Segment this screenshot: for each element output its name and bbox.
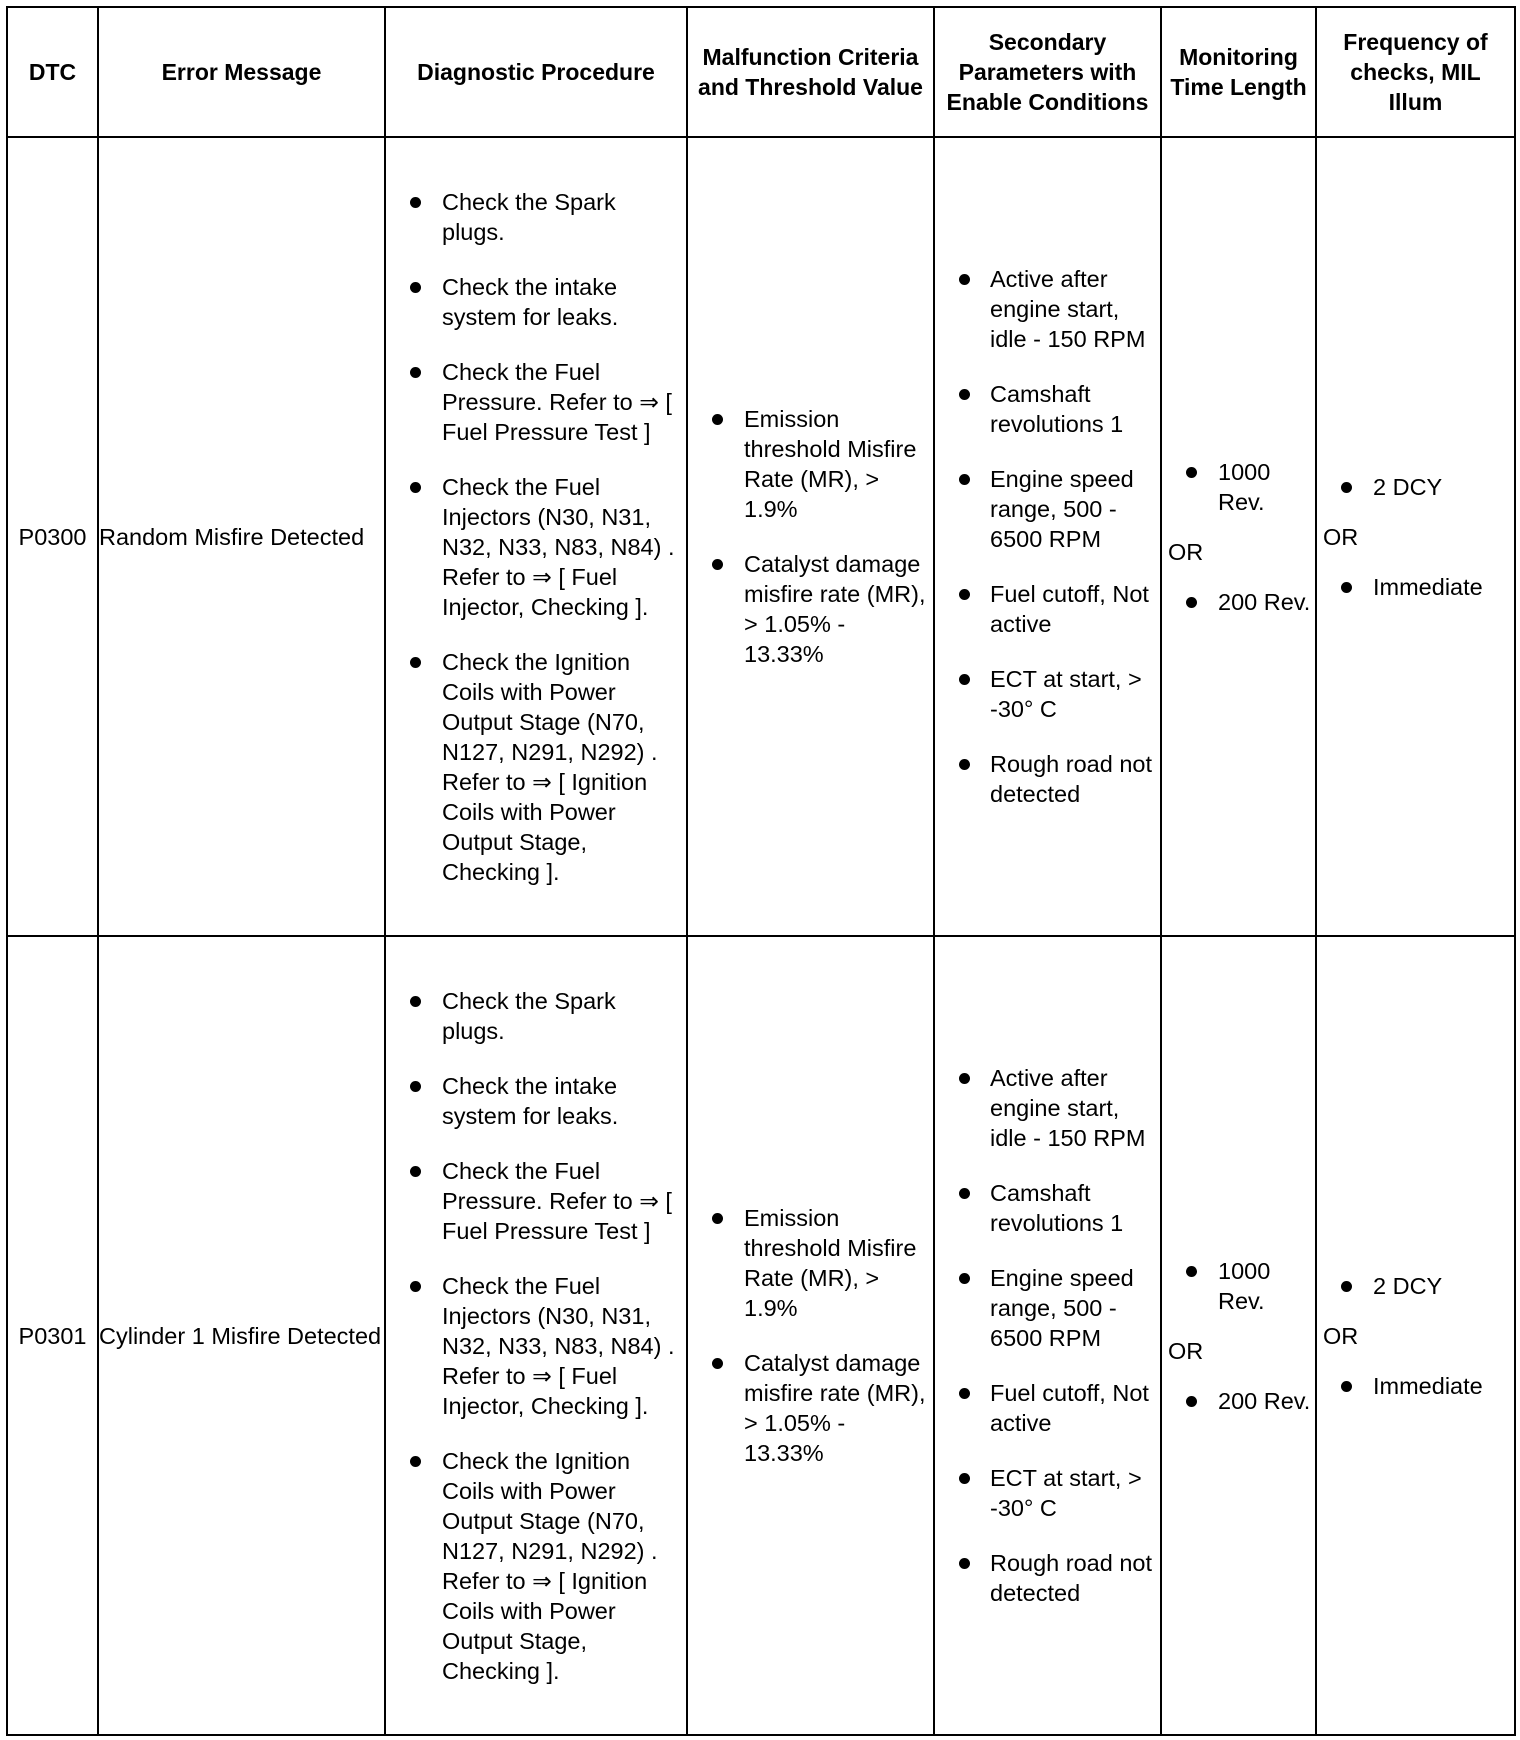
or-label: OR [1168,1337,1204,1364]
header-dtc: DTC [7,7,98,137]
bullet-icon [1186,1396,1197,1407]
list-item [386,187,686,247]
list-item [386,986,686,1046]
bullet-icon [959,274,970,285]
frequency-options [1317,472,1514,602]
bullet-icon [410,367,421,378]
bullet-icon [1341,582,1352,593]
secondary-item: Camshaft revolutions 1 [990,381,1124,437]
list-item [386,1446,686,1686]
dtc-code: P0300 [7,137,98,936]
frequency-second: Immediate [1373,1372,1483,1399]
bullet-icon [1341,1381,1352,1392]
list-item [1317,1271,1514,1301]
bullet-icon [410,482,421,493]
list-item [1317,472,1514,502]
list-item [935,1463,1160,1523]
frequency-first: 2 DCY [1373,473,1443,500]
bullet-icon [959,674,970,685]
list-item [1162,457,1315,517]
procedure-step: Check the Ignition Coils with Power Output Stage (N70, N127, N291, N292) . Refer to ⇒ [ Ignition Coils with Power Output Stage, Checking ]. [442,1447,658,1684]
list-item [688,549,933,669]
frequency-second: Immediate [1373,573,1483,600]
procedure-list [386,986,686,1686]
bullet-icon [712,559,723,570]
header-malfunction-criteria: Malfunction Criteria and Threshold Value [687,7,934,137]
frequency-options [1317,1271,1514,1401]
error-message: Cylinder 1 Misfire Detected [98,936,385,1735]
bullet-icon [410,1166,421,1177]
procedure-step: Check the Fuel Injectors (N30, N31, N32, N33, N83, N84) . Refer to ⇒ [ Fuel Injector, Checking ]. [442,1272,675,1419]
list-item [688,1348,933,1468]
procedure-step: Check the Fuel Injectors (N30, N31, N32, N33, N83, N84) . Refer to ⇒ [ Fuel Injector, Checking ]. [442,473,675,620]
criteria-cell [687,137,934,936]
bullet-icon [410,1281,421,1292]
bullet-icon [1186,1266,1197,1277]
secondary-item: Rough road not detected [990,1550,1153,1606]
bullet-icon [959,1188,970,1199]
criteria-list [688,1203,933,1468]
monitoring-second: 200 Rev. [1218,1387,1311,1414]
list-item [1162,1386,1315,1416]
bullet-icon [959,474,970,485]
secondary-item: Fuel cutoff, Not active [990,581,1149,637]
header-error-message: Error Message [98,7,385,137]
secondary-list [935,1063,1160,1608]
bullet-icon [1186,467,1197,478]
list-item [386,647,686,887]
list-item [935,264,1160,354]
bullet-icon [959,1473,970,1484]
bullet-icon [410,657,421,668]
secondary-item: Active after engine start, idle - 150 RPM [990,1065,1146,1151]
bullet-icon [959,759,970,770]
procedure-list [386,187,686,887]
secondary-item: Rough road not detected [990,751,1153,807]
list-item [935,749,1160,809]
secondary-item: Active after engine start, idle - 150 RPM [990,266,1146,352]
bullet-icon [959,1273,970,1284]
list-item [935,664,1160,724]
criteria-list [688,404,933,669]
bullet-icon [959,589,970,600]
list-item [688,1203,933,1323]
bullet-icon [410,282,421,293]
monitoring-options [1162,457,1315,617]
list-item [1317,572,1514,602]
header-diagnostic-procedure: Diagnostic Procedure [385,7,687,137]
frequency-first: 2 DCY [1373,1272,1443,1299]
bullet-icon [1341,1281,1352,1292]
monitoring-second: 200 Rev. [1218,588,1311,615]
secondary-item: ECT at start, > -30° C [990,666,1142,722]
error-message: Random Misfire Detected [98,137,385,936]
procedure-step: Check the Fuel Pressure. Refer to ⇒ [ Fuel Pressure Test ] [442,358,672,445]
bullet-icon [959,389,970,400]
secondary-item: Engine speed range, 500 - 6500 RPM [990,466,1134,552]
bullet-icon [1186,597,1197,608]
secondary-item: Fuel cutoff, Not active [990,1380,1149,1436]
secondary-item: Engine speed range, 500 - 6500 RPM [990,1265,1134,1351]
procedure-step: Check the intake system for leaks. [442,273,619,330]
frequency-cell [1316,137,1515,936]
secondary-cell [934,936,1161,1735]
procedure-step: Check the intake system for leaks. [442,1072,619,1129]
dtc-code: P0301 [7,936,98,1735]
list-item [1162,587,1315,617]
procedure-step: Check the Spark plugs. [442,188,616,245]
monitoring-options [1162,1256,1315,1416]
or-label: OR [1323,1322,1359,1349]
list-item [935,1178,1160,1238]
header-monitoring-time: Monitoring Time Length [1161,7,1316,137]
criteria-item: Emission threshold Misfire Rate (MR), > 1.9% [744,406,917,522]
secondary-cell [934,137,1161,936]
list-item [386,272,686,332]
header-frequency: Frequency of checks, MIL Illum [1316,7,1515,137]
header-row [7,7,1515,137]
monitoring-cell [1161,137,1316,936]
procedure-step: Check the Fuel Pressure. Refer to ⇒ [ Fuel Pressure Test ] [442,1157,672,1244]
procedure-cell [385,137,687,936]
monitoring-first: 1000 Rev. [1218,458,1271,515]
list-item [688,404,933,524]
secondary-item: Camshaft revolutions 1 [990,1180,1124,1236]
list-item [935,464,1160,554]
bullet-icon [410,1081,421,1092]
bullet-icon [410,996,421,1007]
list-item [386,1071,686,1131]
bullet-icon [712,1213,723,1224]
list-item [1317,1371,1514,1401]
frequency-cell [1316,936,1515,1735]
list-item [935,1063,1160,1153]
bullet-icon [1341,482,1352,493]
criteria-cell [687,936,934,1735]
bullet-icon [959,1073,970,1084]
or-label: OR [1323,523,1359,550]
header-secondary-parameters: Secondary Parameters with Enable Conditions [934,7,1161,137]
bullet-icon [959,1388,970,1399]
list-item [935,579,1160,639]
bullet-icon [712,1358,723,1369]
table-row [7,936,1515,1735]
list-item [1162,1256,1315,1316]
list-item [386,357,686,447]
list-item [935,1263,1160,1353]
secondary-list [935,264,1160,809]
procedure-step: Check the Ignition Coils with Power Output Stage (N70, N127, N291, N292) . Refer to ⇒ [ Ignition Coils with Power Output Stage, Checking ]. [442,648,658,885]
criteria-item: Catalyst damage misfire rate (MR), > 1.05% - 13.33% [744,551,926,667]
bullet-icon [959,1558,970,1569]
bullet-icon [410,197,421,208]
secondary-item: ECT at start, > -30° C [990,1465,1142,1521]
criteria-item: Catalyst damage misfire rate (MR), > 1.05% - 13.33% [744,1350,926,1466]
criteria-item: Emission threshold Misfire Rate (MR), > 1.9% [744,1205,917,1321]
dtc-table [6,6,1516,1736]
bullet-icon [712,414,723,425]
list-item [935,379,1160,439]
table-row [7,137,1515,936]
monitoring-first: 1000 Rev. [1218,1257,1271,1314]
or-label: OR [1168,538,1204,565]
bullet-icon [410,1456,421,1467]
procedure-cell [385,936,687,1735]
list-item [386,472,686,622]
monitoring-cell [1161,936,1316,1735]
procedure-step: Check the Spark plugs. [442,987,616,1044]
list-item [386,1271,686,1421]
list-item [935,1378,1160,1438]
list-item [935,1548,1160,1608]
list-item [386,1156,686,1246]
